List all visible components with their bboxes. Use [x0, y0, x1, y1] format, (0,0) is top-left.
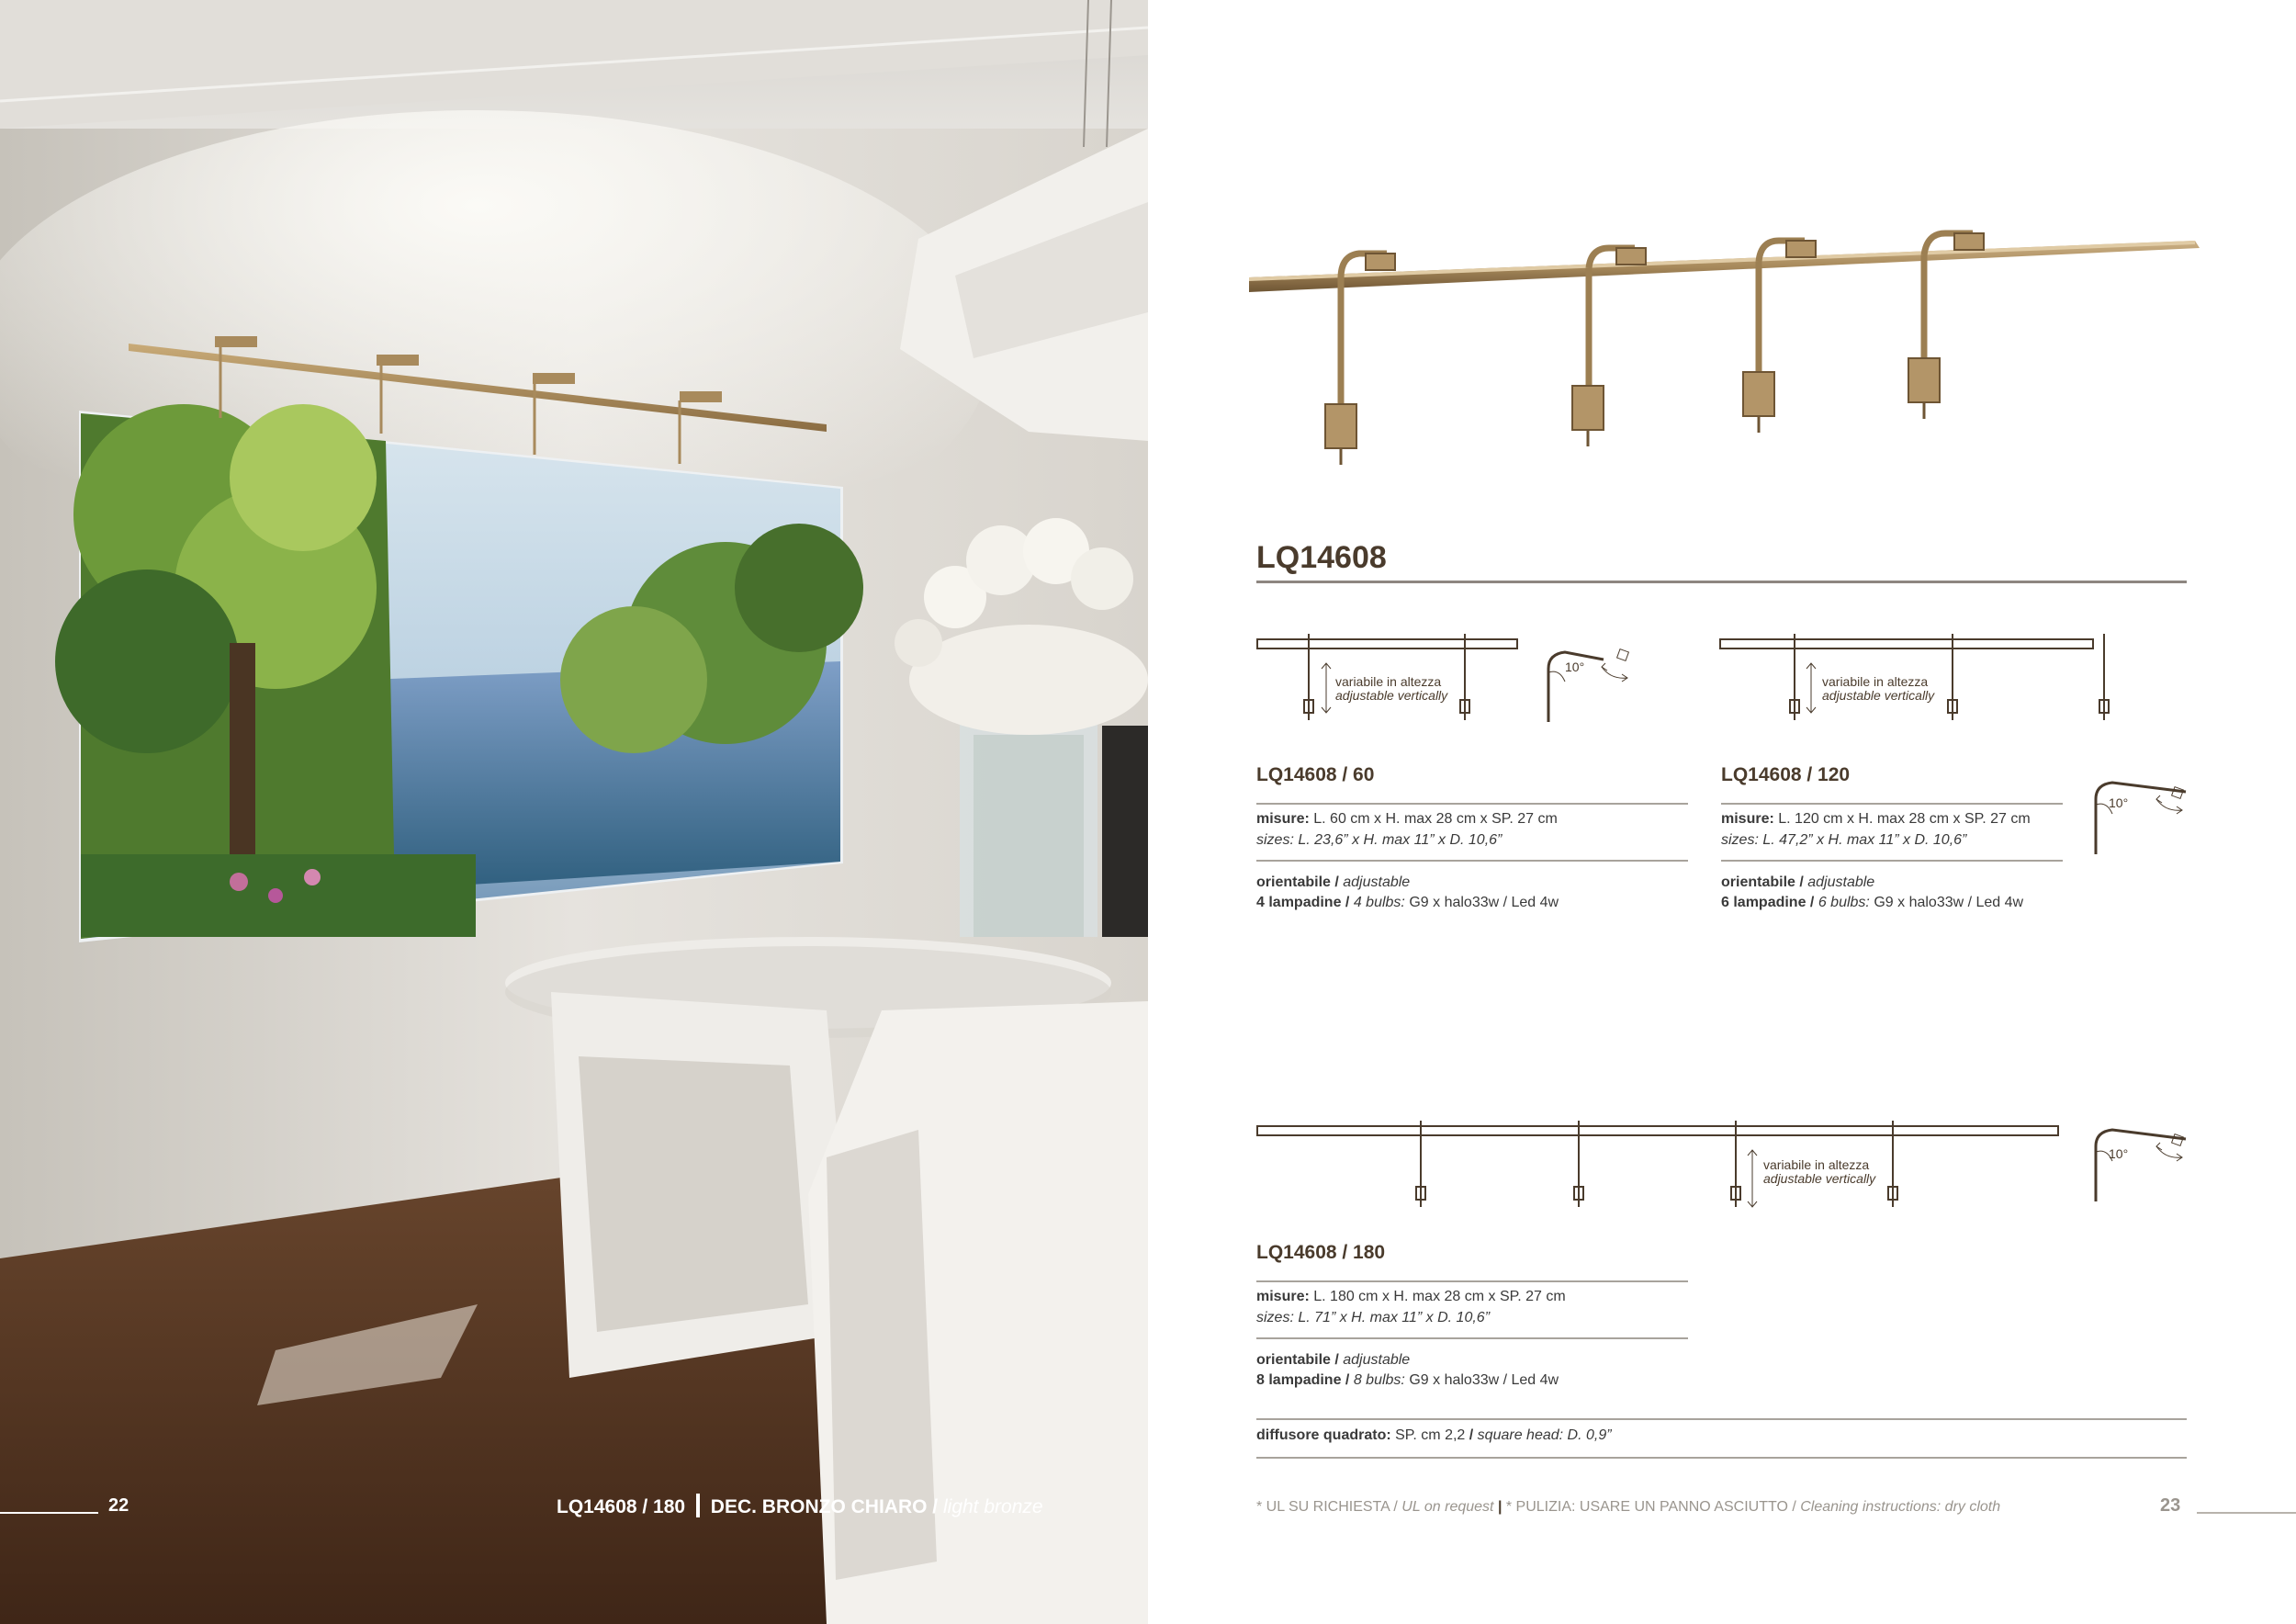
model-120-rule-1 — [1721, 803, 2063, 805]
caption-code: LQ14608 / 180 — [557, 1496, 686, 1517]
left-page-footer-rule — [0, 1512, 98, 1514]
model-60-lamps-value: G9 x halo33w / Led 4w — [1409, 895, 1559, 910]
diagram180-variable-en: adjustable vertically — [1763, 1171, 1876, 1186]
model-60-sizes-value: L. 23,6” x H. max 11” x D. 10,6” — [1298, 832, 1503, 848]
model-60-sizes — [1256, 832, 1502, 849]
model-180-lamps-en: 8 bulbs: — [1353, 1372, 1405, 1388]
model-180-misure — [1256, 1289, 1566, 1305]
model-120-orient-label: orientabile / — [1721, 874, 1804, 890]
model-180-lamps-label: 8 lampadine / — [1256, 1372, 1350, 1388]
footer-sep: | — [1497, 1499, 1503, 1515]
model-120-lamps-value: G9 x halo33w / Led 4w — [1874, 895, 2024, 910]
model-120-name: LQ14608 / 120 — [1721, 764, 1851, 785]
diffuser-label: diffusore quadrato: — [1256, 1427, 1391, 1443]
caption-separator-bar — [696, 1494, 700, 1517]
model-60-orient-value: adjustable — [1343, 874, 1411, 890]
left-page-caption — [557, 1494, 1043, 1518]
model-60-lamps-label: 4 lampadine / — [1256, 895, 1350, 910]
model-180-sizes — [1256, 1310, 1490, 1326]
model-60-lamps-en: 4 bulbs: — [1353, 895, 1405, 910]
model-120-rule-2 — [1721, 860, 2063, 862]
footer-clean-en: Cleaning instructions: dry cloth — [1800, 1499, 2001, 1515]
title-rule — [1256, 581, 2187, 583]
diagram120-variable-en: adjustable vertically — [1822, 688, 1935, 703]
model-180-rule-2 — [1256, 1337, 1688, 1339]
caption-finish-en: light bronze — [942, 1496, 1043, 1517]
diffuser-separator: / — [1469, 1427, 1474, 1443]
painting — [55, 404, 863, 942]
model-60-misure-label: misure: — [1256, 811, 1310, 827]
model-180-rule-1 — [1256, 1280, 1688, 1282]
diagram180-angle: 10° — [2109, 1146, 2129, 1161]
product-title: LQ14608 — [1256, 540, 1387, 575]
right-page — [1148, 0, 2296, 1624]
diagram120-end-arm — [2097, 632, 2133, 733]
model-120-lamps — [1721, 895, 2023, 911]
right-footer-note — [1256, 1499, 2000, 1516]
diffuser-line — [1256, 1427, 1612, 1444]
model-120-sizes — [1721, 832, 1966, 849]
footer-ul-en: UL on request — [1401, 1499, 1494, 1515]
model-120-misure-label: misure: — [1721, 811, 1774, 827]
model-180-lamps — [1256, 1372, 1559, 1389]
model-180-misure-label: misure: — [1256, 1289, 1310, 1304]
model-60-orient-label: orientabile / — [1256, 874, 1339, 890]
diffuser-rule-top — [1256, 1418, 2187, 1420]
model-60-orient — [1256, 874, 1410, 891]
model-120-orient — [1721, 874, 1874, 891]
model-120-sizes-label: sizes: — [1721, 832, 1759, 848]
caption-finish: DEC. BRONZO CHIARO / — [710, 1496, 939, 1517]
model-120-sizes-value: L. 47,2” x H. max 11” x D. 10,6” — [1762, 832, 1967, 848]
model-60-rule-2 — [1256, 860, 1688, 862]
right-page-number: 23 — [2160, 1495, 2181, 1516]
diagram60-angle: 10° — [1565, 660, 1585, 674]
model-180-orient — [1256, 1352, 1410, 1369]
diffuser-en: square head: D. 0,9” — [1477, 1427, 1612, 1443]
model-180-sizes-value: L. 71” x H. max 11” x D. 10,6” — [1298, 1310, 1491, 1325]
model-60-misure-value: L. 60 cm x H. max 28 cm x SP. 27 cm — [1313, 811, 1558, 827]
diffuser-value: SP. cm 2,2 — [1395, 1427, 1466, 1443]
product-render — [1249, 220, 2213, 478]
diagram-lq14608-60 — [1256, 632, 1651, 733]
model-180-sizes-label: sizes: — [1256, 1310, 1294, 1325]
model-120-misure — [1721, 811, 2031, 828]
model-180-lamps-value: G9 x halo33w / Led 4w — [1409, 1372, 1559, 1388]
diagram120-angle: 10° — [2109, 795, 2129, 810]
model-180-name: LQ14608 / 180 — [1256, 1242, 1386, 1263]
model-120-misure-value: L. 120 cm x H. max 28 cm x SP. 27 cm — [1778, 811, 2031, 827]
angle-diagram-180 — [2090, 1111, 2191, 1212]
footer-clean-it: * PULIZIA: USARE UN PANNO ASCIUTTO / — [1505, 1499, 1796, 1515]
model-60-sizes-label: sizes: — [1256, 832, 1294, 848]
left-page-number: 22 — [108, 1495, 129, 1516]
diffuser-rule-bottom — [1256, 1457, 2187, 1459]
model-180-misure-value: L. 180 cm x H. max 28 cm x SP. 27 cm — [1313, 1289, 1566, 1304]
diagram60-variable-it: variabile in altezza — [1335, 674, 1442, 689]
model-120-lamps-en: 6 bulbs: — [1818, 895, 1870, 910]
diagram120-variable-it: variabile in altezza — [1822, 674, 1929, 689]
model-60-name: LQ14608 / 60 — [1256, 764, 1375, 785]
model-60-rule-1 — [1256, 803, 1688, 805]
right-page-footer-rule — [2197, 1512, 2296, 1514]
diagram60-variable-en: adjustable vertically — [1335, 688, 1448, 703]
angle-diagram-120 — [2090, 764, 2191, 865]
model-180-orient-value: adjustable — [1343, 1352, 1411, 1368]
model-180-orient-label: orientabile / — [1256, 1352, 1339, 1368]
model-60-misure — [1256, 811, 1558, 828]
diagram-lq14608-180 — [1256, 1119, 2065, 1220]
model-120-orient-value: adjustable — [1807, 874, 1875, 890]
footer-ul-it: * UL SU RICHIESTA / — [1256, 1499, 1398, 1515]
model-120-lamps-label: 6 lampadine / — [1721, 895, 1815, 910]
diagram180-variable-it: variabile in altezza — [1763, 1157, 1870, 1172]
model-60-lamps — [1256, 895, 1559, 911]
